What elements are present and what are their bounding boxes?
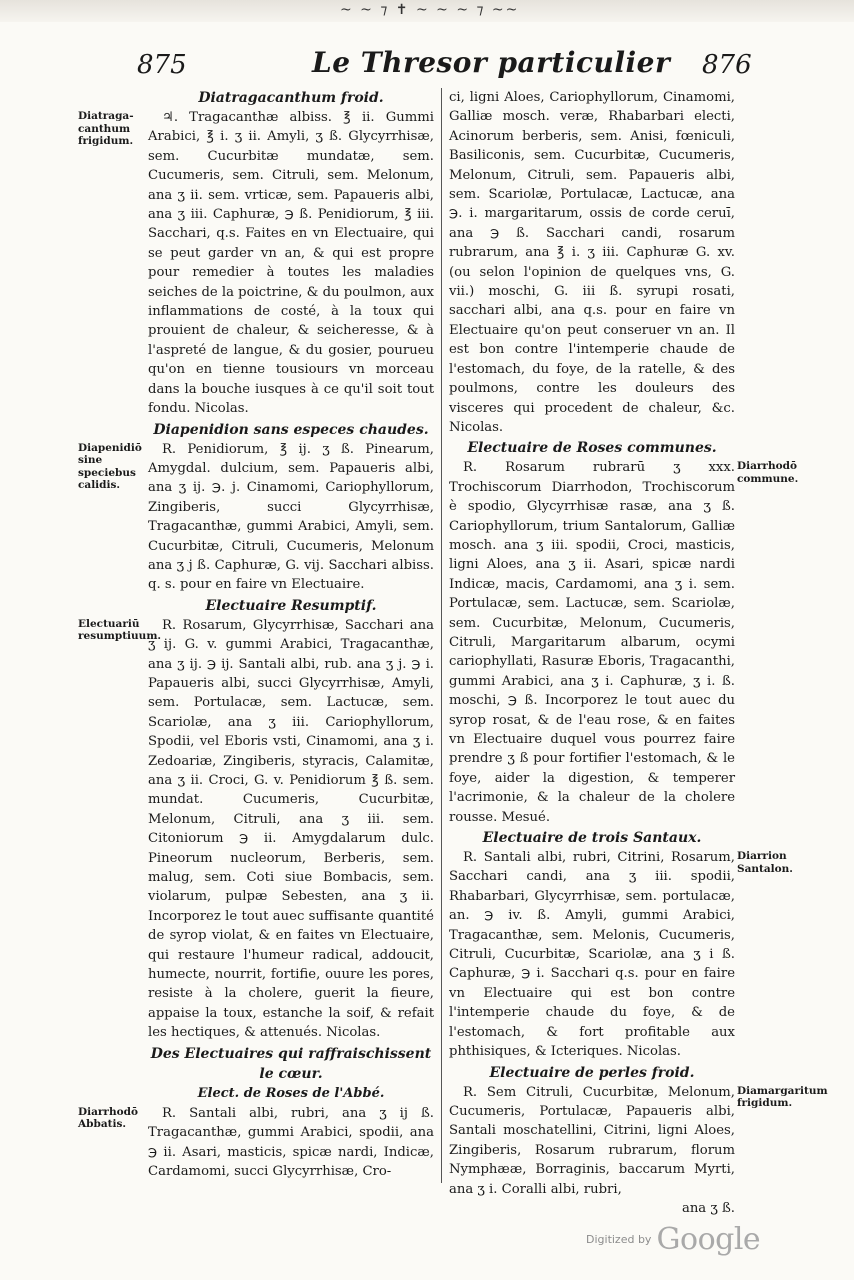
section-resumptif <box>78 596 434 1043</box>
section-heading: Diatragacanthum froid. <box>198 90 384 106</box>
section-text: R. Sem Citruli, Cucurbitæ, Melonum, Cucumeris, Portulacæ, Papaueris albi, Santali moschatellini, Citrini, ligni Aloes, Zingiberis, Rosarum rubrarum, florum Nymphææ, Borraginis, baccarum Myrti, ana ʒ i. Coralli albi, rubri, <box>449 1084 735 1197</box>
section-continuation <box>449 88 735 437</box>
google-watermark <box>586 1222 760 1257</box>
section-text: ♃. Tragacanthæ albiss. ℥ ii. Gummi Arabici, ℥ i. ʒ ii. Amyli, ʒ ß. Glycyrrhisæ, sem. Cucurbitæ mundatæ, sem. Cucumeris, sem. Citruli, sem. Melonum, ana ʒ ii. sem. vrticæ, sem. Papaueris albi, ana ʒ iii. Caphuræ, ℈ ß. Penidiorum, ℥ iii. Sacchari, q.s. Faites en vn Electuaire, qui se peut garder vn an, & qui est propre pour remedier à toutes les maladies seiches de la poictrine, & du poulmon, aux inflammations de costé, à la toux qui prouient de chaleur, & seicheresse, & à l'aspreté de langue, & du gosier, pourueu qu'on en tienne tousiours vn morceau dans la bouche iusques à ce qu'il soit tout fondu. Nicolas. <box>148 110 434 417</box>
section-heading: Electuaire de trois Santaux. <box>482 830 702 847</box>
section-subheading: Elect. de Roses de l'Abbé. <box>197 1085 385 1101</box>
margin-note: Diarrhodō Abbatis. <box>78 1105 138 1131</box>
section-roses-communes <box>449 438 799 827</box>
google-logo: Google <box>656 1222 761 1257</box>
section-text: R. Rosarum, Glycyrrhisæ, Sacchari ana ʒ ij. G. v. gummi Arabici, Tragacanthæ, ana ʒ ij. ℈ ij. Santali albi, rub. ana ʒ j. ℈ i. Papaueris albi, succi Glycyrrhisæ, Amyli, sem. Portulacæ, sem. Lactucæ, sem. Scariolæ, ana ʒ iii. Cariophyllorum, Spodii, vel Eboris vsti, Cinamomi, ana ʒ i. Zedoariæ, Zingiberis, styracis, Calamitæ, ana ʒ ii. Croci, G. v. Penidiorum ℥ ß. sem. mundat. Cucumeris, Cucurbitæ, Melonum, Citruli, ana ʒ iii. sem. Citoniorum ℈ ii. Amygdalarum dulc. Pineorum nucleorum, Berberis, sem. malug, sem. Coti siue Bombacis, sem. violarum, pulpæ Sebesten, ana ʒ ii. Incorporez le tout auec suffisante quantité de syrop violat, & en faites vn Electuaire, qui restaure l'humeur radical, addoucit, humecte, nourrit, fortifie, ouure les pores, resiste à la cholere, guerit la fieure, appaise la toux, estanche la soif, & refait les hectiques, & attenués. Nicolas. <box>148 617 434 1041</box>
section-perles-froid <box>449 1063 828 1219</box>
margin-note: Diarrhodō commune. <box>737 460 799 485</box>
digitized-label: Digitized by <box>586 1233 652 1246</box>
margin-note: Diarrion Santalon. <box>737 850 793 875</box>
section-text: R. Santali albi, rubri, ana ʒ ij ß. Tragacanthæ, gummi Arabici, spodii, ana ℈ ii. Asari, masticis, spicæ nardi, Indicæ, Cardamomi, succi Glycyrrhisæ, Cro- <box>148 1105 434 1179</box>
column-rule <box>441 88 442 1183</box>
section-heading: Electuaire Resumptif. <box>205 597 377 614</box>
running-title: Le Thresor particulier <box>312 46 671 79</box>
section-diatragacanthum <box>78 88 434 419</box>
section-heading: Des Electuaires qui raffraischissent le cœur. <box>150 1045 432 1082</box>
section-text: R. Penidiorum, ℥ ij. ʒ ß. Pinearum, Amygdal. dulcium, sem. Papaueris albi, ana ʒ ij. ℈. j. Cinamomi, Cariophyllorum, Zingiberis, succi Glycyrrhisæ, Tragacanthæ, gummi Arabici, Amyli, sem. Cucurbitæ, Citruli, Cucumeris, Melonum ana ʒ j ß. Caphuræ, G. vij. Sacchari albiss. q. s. pour en faire vn Electuaire. <box>148 441 434 593</box>
page-number-left: 875 <box>137 50 187 80</box>
right-column <box>449 88 828 1219</box>
section-text: ci, ligni Aloes, Cariophyllorum, Cinamomi, Galliæ mosch. veræ, Rhabarbari electi, Acinorum berberis, sem. Anisi, fœniculi, Basiliconis, sem. Cucurbitæ, Cucumeris, Melonum, Citruli, sem. Papaueris albi, sem. Scariolæ, Portulacæ, Lactucæ, ana ℈. i. margaritarum, ossis de corde ceruī, ana ℈ ß. Sacchari candi, rosarum rubrarum, ana ℥ i. ʒ iii. Caphuræ G. xv. (ou selon l'opinion de quelques vns, G. vii.) moschi, G. iii ß. syrupi rosati, sacchari albi, ana q.s. pour en faire vn Electuaire qu'on peut conseruer vn an. Il est bon contre l'intemperie chaude de l'estomach, du foye, de la ratelle, & des poulmons, contre les douleurs des visceres qui procedent de chaleur, &c. Nicolas. <box>449 90 735 435</box>
page-number-right: 876 <box>702 50 752 80</box>
top-marks: ~ ~ ⁊ ✝ ~ ~ ~ ⁊ ~~ <box>340 2 520 18</box>
margin-note: Diapenidiō sine speciebus calidis. <box>78 441 142 491</box>
margin-note: Electuariū resumptiuum. <box>78 617 162 643</box>
page-header <box>0 46 854 86</box>
left-column <box>78 88 434 1182</box>
margin-note: Diamargaritum frigidum. <box>737 1084 828 1109</box>
section-heading: Diapenidion sans especes chaudes. <box>153 421 429 438</box>
margin-note: Diatraga-canthum frigidum. <box>78 110 134 147</box>
section-closing: ana ʒ ß. <box>681 1200 735 1216</box>
section-raffraischissent <box>78 1044 434 1182</box>
section-text: R. Rosarum rubrarū ʒ xxx. Trochiscorum Diarrhodon, Trochiscorum è spodio, Glycyrrhisæ rasæ, ana ʒ ß. Cariophyllorum, trium Santalorum, Galliæ mosch. ana ʒ iii. spodii, Croci, masticis, ligni Aloes, ana ʒ ii. Asari, spicæ nardi Indicæ, macis, Cardamomi, ana ʒ i. sem. Portulacæ, sem. Lactucæ, sem. Scariolæ, sem. Cucurbitæ, Melonum, Cucumeris, Citruli, Margaritarum albarum, ocymi cariophyllati, Rasuræ Eboris, Tragacanthi, gummi Arabici, ana ʒ i. Caphuræ, ʒ i. ß. moschi, ℈ ß. Incorporez le tout auec du syrop rosat, & de l'eau rose, & en faites vn Electuaire duquel vous pourrez faire prendre ʒ ß pour fortifier l'estomach, & le foye, aider la digestion, & temperer l'acrimonie, & la chaleur de la cholere rousse. Mesué. <box>449 460 735 825</box>
section-diapenidion <box>78 420 434 595</box>
section-heading: Electuaire de Roses communes. <box>467 440 717 457</box>
section-trois-santaux <box>449 828 793 1061</box>
section-text: R. Santali albi, rubri, Citrini, Rosarum, Sacchari candi, ana ʒ iii. spodii, Rhabarbari, Glycyrrhisæ, sem. portulacæ, an. ℈ iv. ß. Amyli, gummi Arabici, Tragacanthæ, sem. Melonis, Cucumeris, Citruli, Cucurbitæ, Scariolæ, ana ʒ i ß. Caphuræ, ℈ i. Sacchari q.s. pour en faire vn Electuaire qui est bon contre l'intemperie chaude du foye, & de l'estomach, & fort profitable aux phthisiques, & Icteriques. Nicolas. <box>449 850 735 1060</box>
section-heading: Electuaire de perles froid. <box>489 1064 695 1081</box>
